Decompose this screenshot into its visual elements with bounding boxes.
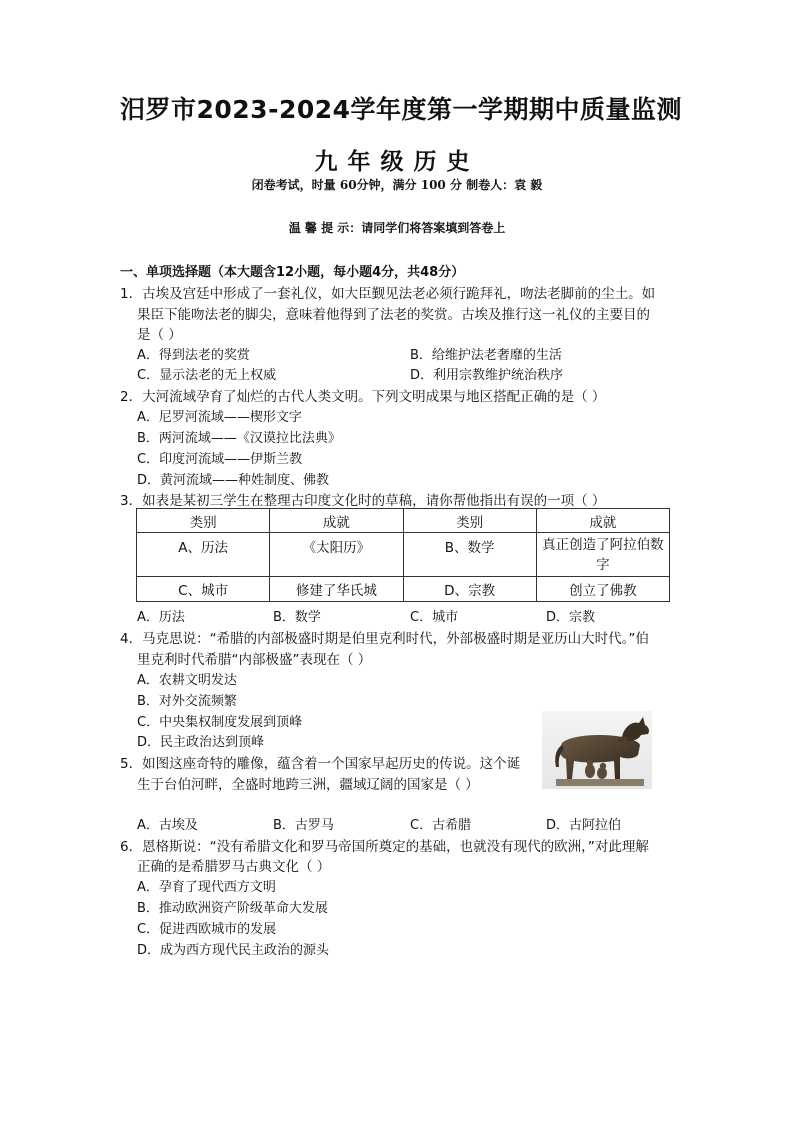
q1-stem-line3: 是（ ） [137,327,182,343]
exam-title: 汨罗市2023-2024学年度第一学期期中质量监测 [120,95,683,124]
q4-stem-line2: 里克利时代希腊“内部极盛”表现在（ ） [137,652,372,668]
q6-option-a: A．孕育了现代西方文明 [137,880,276,895]
q4-option-a: A．农耕文明发达 [137,673,237,688]
q5-stem-line2: 生于台伯河畔，全盛时地跨三洲，疆域辽阔的国家是（ ） [137,777,479,793]
table-cell: B、数学 [403,533,536,577]
q5-option-a: A．古埃及 [137,818,198,833]
table-header-cell: 成就 [270,509,403,533]
table-cell: 修建了华氏城 [270,577,403,602]
q3-table [136,508,670,602]
q6-option-b: B．推动欧洲资产阶级革命大发展 [137,901,328,916]
q5-option-c: C．古希腊 [410,818,472,833]
q2-stem: 2．大河流域孕育了灿烂的古代人类文明。下列文明成果与地区搭配正确的是（ ） [120,389,606,405]
table-header-row [137,509,670,533]
q4-option-d: D．民主政治达到顶峰 [137,735,265,750]
q3-option-c: C．城市 [410,610,459,625]
q4-option-b: B．对外交流频繁 [137,694,237,709]
q5-option-d: D．古阿拉伯 [546,818,622,833]
table-cell: 《太阳历》 [270,533,403,577]
table-header-cell: 成就 [536,509,669,533]
q1-option-b: B．给维护法老奢靡的生活 [410,348,562,363]
q1-stem-line1: 1．古埃及宫廷中形成了一套礼仪，如大臣觐见法老必须行跪拜礼，吻法老脚前的尘土。如 [120,286,656,302]
q3-stem: 3．如表是某初三学生在整理古印度文化时的草稿，请你帮他指出有误的一项（ ） [120,493,606,509]
table-cell: C、城市 [137,577,270,602]
q5-option-b: B．古罗马 [273,818,334,833]
q5-stem-line1: 5．如图这座奇特的雕像，蕴含着一个国家早起历史的传说。这个诞 [120,756,521,772]
table-row [137,533,670,577]
q1-option-c: C．显示法老的无上权威 [137,368,277,383]
q4-option-c: C．中央集权制度发展到顶峰 [137,715,303,730]
q2-option-b: B．两河流域——《汉谟拉比法典》 [137,431,341,446]
q2-option-a: A．尼罗河流域——楔形文字 [137,410,302,425]
wolf-statue-image [542,711,652,789]
q3-option-d: D．宗教 [546,610,596,625]
exam-meta: 闭卷考试，时量 60分钟，满分 100 分 制卷人：袁 毅 [251,178,543,192]
section-heading: 一、单项选择题（本大题含12小题，每小题4分，共48分） [120,265,465,280]
q3-option-a: A．历法 [137,610,185,625]
q4-stem-line1: 4．马克思说：“希腊的内部极盛时期是伯里克利时代，外部极盛时期是亚历山大时代。”伯 [120,631,649,647]
q3-option-b: B．数学 [273,610,321,625]
table-header-cell: 类别 [137,509,270,533]
subject-title: 九年级历史 [314,149,480,175]
q6-stem-line1: 6．恩格斯说：“没有希腊文化和罗马帝国所奠定的基础，也就没有现代的欧洲，”对此理解 [120,839,649,855]
q1-stem-line2: 果臣下能吻法老的脚尖，意味着他得到了法老的奖赏。古埃及推行这一礼仪的主要目的 [137,307,650,323]
table-cell-line: 真正创造了阿拉伯数 [542,536,664,553]
q6-stem-line2: 正确的是希腊罗马古典文化（ ） [137,859,331,875]
q1-option-a: A．得到法老的奖赏 [137,348,250,363]
table-cell: D、宗教 [403,577,536,602]
table-cell-line: 字 [596,556,610,573]
warm-tip: 温 馨 提 示：请同学们将答案填到答卷上 [288,221,506,235]
q2-option-c: C．印度河流域——伊斯兰教 [137,452,303,467]
q6-option-d: D．成为西方现代民主政治的源头 [137,943,330,958]
table-cell: 创立了佛教 [536,577,669,602]
q1-option-d: D．利用宗教维护统治秩序 [410,368,564,383]
table-cell: A、历法 [137,533,270,577]
q2-option-d: D．黄河流域——种姓制度、佛教 [137,473,330,488]
table-row [137,577,670,602]
table-header-cell: 类别 [403,509,536,533]
table-cell [536,533,669,577]
q6-option-c: C．促进西欧城市的发展 [137,922,277,937]
